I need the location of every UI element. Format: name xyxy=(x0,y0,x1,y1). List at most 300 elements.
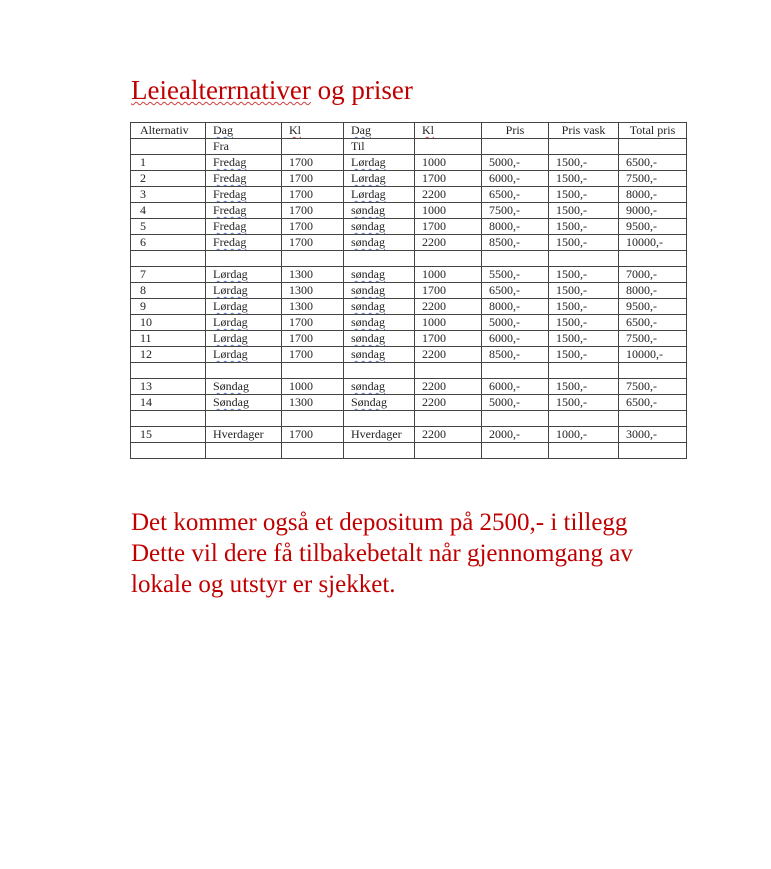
document-title xyxy=(131,74,413,106)
cell-total-price xyxy=(619,443,687,459)
cell-to-time xyxy=(415,235,482,251)
cell-cleaning-price xyxy=(549,139,619,155)
cell-text: 1700 xyxy=(422,331,446,345)
cell-to-day xyxy=(344,315,415,331)
cell-price xyxy=(482,235,549,251)
cell-cleaning-price xyxy=(549,347,619,363)
cell-text: 1000,- xyxy=(556,427,587,441)
cell-cleaning-price xyxy=(549,299,619,315)
document-title-misspelled-word: Leiealterrnativer xyxy=(131,75,311,105)
cell-alternative xyxy=(131,443,206,459)
cell-price xyxy=(482,427,549,443)
cell-text: søndag xyxy=(351,267,385,281)
cell-to-time xyxy=(415,123,482,139)
cell-text: 1500,- xyxy=(556,171,587,185)
cell-text: 8000,- xyxy=(626,187,657,201)
cell-from-time xyxy=(282,219,344,235)
cell-to-day xyxy=(344,395,415,411)
cell-from-time xyxy=(282,171,344,187)
cell-text: 5000,- xyxy=(489,155,520,169)
cell-text: 1700 xyxy=(289,315,313,329)
cell-to-time xyxy=(415,267,482,283)
cell-total-price xyxy=(619,203,687,219)
cell-text: 2200 xyxy=(422,299,446,313)
cell-text: Hverdager xyxy=(351,427,402,441)
cell-from-time xyxy=(282,203,344,219)
deposit-note-line-1: Det kommer også et depositum på 2500,- i tillegg xyxy=(131,509,628,536)
cell-price xyxy=(482,251,549,267)
cell-text: Fredag xyxy=(213,155,247,169)
cell-text: Dag xyxy=(351,123,371,137)
cell-price xyxy=(482,443,549,459)
cell-total-price xyxy=(619,187,687,203)
table-row xyxy=(131,347,687,363)
cell-text: 6500,- xyxy=(489,283,520,297)
cell-to-time xyxy=(415,411,482,427)
cell-alternative xyxy=(131,395,206,411)
cell-to-day xyxy=(344,427,415,443)
cell-from-time xyxy=(282,267,344,283)
cell-text: Fredag xyxy=(213,187,247,201)
cell-text: søndag xyxy=(351,315,385,329)
cell-alternative xyxy=(131,283,206,299)
cell-price xyxy=(482,411,549,427)
cell-text: 2 xyxy=(140,171,146,185)
cell-text: 5000,- xyxy=(489,315,520,329)
cell-total-price xyxy=(619,363,687,379)
cell-text: søndag xyxy=(351,379,385,393)
cell-from-day xyxy=(206,283,282,299)
cell-text: 1700 xyxy=(422,283,446,297)
rental-options-table xyxy=(130,122,687,459)
cell-alternative xyxy=(131,219,206,235)
table-row xyxy=(131,331,687,347)
cell-text: 1 xyxy=(140,155,146,169)
document-title-rest: og priser xyxy=(310,75,413,105)
cell-text: 10000,- xyxy=(626,347,663,361)
cell-text: 1300 xyxy=(289,299,313,313)
cell-price xyxy=(482,331,549,347)
cell-from-day xyxy=(206,187,282,203)
cell-total-price xyxy=(619,283,687,299)
cell-from-time xyxy=(282,299,344,315)
cell-text: Til xyxy=(351,139,365,153)
cell-from-day xyxy=(206,219,282,235)
cell-total-price xyxy=(619,331,687,347)
cell-text: Fredag xyxy=(213,171,247,185)
cell-total-price xyxy=(619,427,687,443)
cell-price xyxy=(482,347,549,363)
cell-to-time xyxy=(415,427,482,443)
cell-text: 1500,- xyxy=(556,347,587,361)
cell-cleaning-price xyxy=(549,171,619,187)
table-row xyxy=(131,235,687,251)
cell-text: 2200 xyxy=(422,235,446,249)
cell-text: 7500,- xyxy=(626,171,657,185)
cell-price xyxy=(482,315,549,331)
cell-price xyxy=(482,187,549,203)
cell-from-day xyxy=(206,139,282,155)
cell-price xyxy=(482,283,549,299)
cell-alternative xyxy=(131,139,206,155)
cell-text: 1000 xyxy=(422,155,446,169)
table-row xyxy=(131,203,687,219)
cell-to-day xyxy=(344,203,415,219)
cell-to-day xyxy=(344,139,415,155)
cell-alternative xyxy=(131,363,206,379)
cell-to-day xyxy=(344,411,415,427)
cell-total-price xyxy=(619,411,687,427)
cell-text: 8500,- xyxy=(489,347,520,361)
table-row xyxy=(131,283,687,299)
table-row xyxy=(131,379,687,395)
cell-from-day xyxy=(206,267,282,283)
cell-from-time xyxy=(282,411,344,427)
cell-to-day xyxy=(344,219,415,235)
cell-text: 8000,- xyxy=(626,283,657,297)
cell-text: 6500,- xyxy=(626,155,657,169)
cell-total-price xyxy=(619,379,687,395)
cell-price xyxy=(482,139,549,155)
cell-text: søndag xyxy=(351,331,385,345)
cell-text: 1500,- xyxy=(556,155,587,169)
cell-text: Lørdag xyxy=(351,155,386,169)
cell-text: 1500,- xyxy=(556,283,587,297)
table-row xyxy=(131,171,687,187)
cell-price xyxy=(482,123,549,139)
cell-alternative xyxy=(131,315,206,331)
cell-text: 10000,- xyxy=(626,235,663,249)
cell-from-time xyxy=(282,235,344,251)
cell-from-day xyxy=(206,235,282,251)
cell-text: søndag xyxy=(351,283,385,297)
cell-total-price xyxy=(619,219,687,235)
cell-text: 1700 xyxy=(289,427,313,441)
table-row xyxy=(131,219,687,235)
cell-text: 9 xyxy=(140,299,146,313)
cell-to-day xyxy=(344,235,415,251)
cell-text: 11 xyxy=(140,331,152,345)
cell-to-day xyxy=(344,443,415,459)
cell-cleaning-price xyxy=(549,235,619,251)
cell-from-time xyxy=(282,251,344,267)
cell-to-time xyxy=(415,299,482,315)
cell-text: 3000,- xyxy=(626,427,657,441)
cell-text: 8000,- xyxy=(489,299,520,313)
cell-total-price xyxy=(619,315,687,331)
cell-text: 1500,- xyxy=(556,203,587,217)
cell-cleaning-price xyxy=(549,267,619,283)
cell-text: 1500,- xyxy=(556,219,587,233)
cell-text: Fra xyxy=(213,139,229,153)
cell-text: Lørdag xyxy=(213,331,248,345)
cell-price xyxy=(482,299,549,315)
cell-cleaning-price xyxy=(549,283,619,299)
cell-text: 1300 xyxy=(289,267,313,281)
cell-cleaning-price xyxy=(549,379,619,395)
cell-to-time xyxy=(415,347,482,363)
cell-to-day xyxy=(344,283,415,299)
cell-text: Søndag xyxy=(213,395,249,409)
cell-cleaning-price xyxy=(549,203,619,219)
cell-to-time xyxy=(415,443,482,459)
cell-text: 1700 xyxy=(422,219,446,233)
cell-cleaning-price xyxy=(549,251,619,267)
cell-text: 13 xyxy=(140,379,152,393)
cell-from-time xyxy=(282,315,344,331)
table-spacer-row xyxy=(131,411,687,427)
cell-from-day xyxy=(206,299,282,315)
cell-cleaning-price xyxy=(549,315,619,331)
cell-text: 1700 xyxy=(289,331,313,345)
cell-to-day xyxy=(344,299,415,315)
cell-to-day xyxy=(344,347,415,363)
cell-from-time xyxy=(282,443,344,459)
cell-from-day xyxy=(206,347,282,363)
table-subheader-row xyxy=(131,139,687,155)
cell-text: Pris vask xyxy=(561,123,606,137)
cell-text: 8 xyxy=(140,283,146,297)
cell-text: 1700 xyxy=(289,219,313,233)
cell-alternative xyxy=(131,171,206,187)
cell-text: søndag xyxy=(351,203,385,217)
cell-total-price xyxy=(619,267,687,283)
cell-text: 1300 xyxy=(289,395,313,409)
cell-text: Søndag xyxy=(213,379,249,393)
cell-text: 2200 xyxy=(422,379,446,393)
cell-text: 6500,- xyxy=(626,395,657,409)
cell-text: 1500,- xyxy=(556,379,587,393)
cell-alternative xyxy=(131,235,206,251)
cell-from-time xyxy=(282,187,344,203)
cell-from-day xyxy=(206,427,282,443)
cell-to-time xyxy=(415,315,482,331)
cell-text: 2200 xyxy=(422,395,446,409)
cell-text: 2200 xyxy=(422,187,446,201)
cell-text: 1700 xyxy=(289,235,313,249)
cell-text: 1700 xyxy=(289,155,313,169)
cell-cleaning-price xyxy=(549,427,619,443)
cell-text: 1500,- xyxy=(556,187,587,201)
cell-cleaning-price xyxy=(549,443,619,459)
cell-to-time xyxy=(415,155,482,171)
cell-text: Hverdager xyxy=(213,427,264,441)
table-row xyxy=(131,267,687,283)
cell-alternative xyxy=(131,155,206,171)
cell-to-day xyxy=(344,155,415,171)
cell-text: Total pris xyxy=(629,123,676,137)
cell-text: Søndag xyxy=(351,395,387,409)
cell-text: 7 xyxy=(140,267,146,281)
cell-from-time xyxy=(282,395,344,411)
cell-text: 1500,- xyxy=(556,315,587,329)
cell-to-time xyxy=(415,379,482,395)
cell-from-day xyxy=(206,155,282,171)
cell-from-day xyxy=(206,123,282,139)
cell-from-day xyxy=(206,363,282,379)
table-row xyxy=(131,155,687,171)
cell-text: 1700 xyxy=(289,203,313,217)
cell-text: 4 xyxy=(140,203,146,217)
cell-from-time xyxy=(282,331,344,347)
cell-from-day xyxy=(206,379,282,395)
cell-to-time xyxy=(415,251,482,267)
table-row xyxy=(131,299,687,315)
cell-text: 9500,- xyxy=(626,219,657,233)
cell-cleaning-price xyxy=(549,219,619,235)
cell-text: 1500,- xyxy=(556,235,587,249)
cell-text: 8000,- xyxy=(489,219,520,233)
cell-text: 6500,- xyxy=(489,187,520,201)
cell-to-time xyxy=(415,187,482,203)
cell-cleaning-price xyxy=(549,331,619,347)
cell-text: søndag xyxy=(351,347,385,361)
cell-text: 5000,- xyxy=(489,395,520,409)
cell-text: søndag xyxy=(351,219,385,233)
cell-to-time xyxy=(415,203,482,219)
cell-alternative xyxy=(131,251,206,267)
cell-text: Pris xyxy=(505,123,525,137)
cell-cleaning-price xyxy=(549,187,619,203)
cell-text: 6500,- xyxy=(626,315,657,329)
cell-to-time xyxy=(415,363,482,379)
cell-total-price xyxy=(619,235,687,251)
cell-cleaning-price xyxy=(549,363,619,379)
cell-from-time xyxy=(282,283,344,299)
cell-text: 1500,- xyxy=(556,267,587,281)
cell-to-day xyxy=(344,123,415,139)
cell-text: 6 xyxy=(140,235,146,249)
table-spacer-row xyxy=(131,363,687,379)
cell-from-time xyxy=(282,379,344,395)
cell-from-day xyxy=(206,331,282,347)
cell-from-time xyxy=(282,155,344,171)
cell-to-day xyxy=(344,251,415,267)
cell-total-price xyxy=(619,251,687,267)
cell-price xyxy=(482,219,549,235)
table-row xyxy=(131,427,687,443)
cell-text: 1500,- xyxy=(556,299,587,313)
cell-alternative xyxy=(131,123,206,139)
cell-to-time xyxy=(415,331,482,347)
cell-price xyxy=(482,203,549,219)
cell-cleaning-price xyxy=(549,155,619,171)
deposit-note-line-2: Dette vil dere få tilbakebetalt når gjennomgang av xyxy=(131,540,633,567)
table-row xyxy=(131,187,687,203)
cell-from-time xyxy=(282,123,344,139)
cell-text: Lørdag xyxy=(351,171,386,185)
cell-alternative xyxy=(131,203,206,219)
cell-to-day xyxy=(344,171,415,187)
table-row xyxy=(131,395,687,411)
cell-text: 1500,- xyxy=(556,331,587,345)
cell-text: Alternativ xyxy=(140,123,189,137)
cell-price xyxy=(482,379,549,395)
cell-alternative xyxy=(131,187,206,203)
cell-to-day xyxy=(344,331,415,347)
cell-from-time xyxy=(282,347,344,363)
cell-text: 3 xyxy=(140,187,146,201)
cell-to-time xyxy=(415,171,482,187)
cell-from-day xyxy=(206,395,282,411)
cell-text: 2200 xyxy=(422,427,446,441)
cell-to-time xyxy=(415,395,482,411)
cell-text: 10 xyxy=(140,315,152,329)
cell-text: 1000 xyxy=(289,379,313,393)
cell-to-time xyxy=(415,283,482,299)
cell-text: 1700 xyxy=(422,171,446,185)
cell-text: 1000 xyxy=(422,315,446,329)
cell-price xyxy=(482,363,549,379)
cell-from-day xyxy=(206,315,282,331)
cell-from-day xyxy=(206,251,282,267)
cell-total-price xyxy=(619,395,687,411)
cell-text: 7500,- xyxy=(489,203,520,217)
cell-alternative xyxy=(131,427,206,443)
cell-text: 6000,- xyxy=(489,331,520,345)
cell-alternative xyxy=(131,299,206,315)
cell-text: Lørdag xyxy=(213,267,248,281)
cell-text: 12 xyxy=(140,347,152,361)
cell-text: søndag xyxy=(351,235,385,249)
cell-text: Lørdag xyxy=(213,315,248,329)
cell-text: 14 xyxy=(140,395,152,409)
cell-text: Fredag xyxy=(213,203,247,217)
cell-from-time xyxy=(282,427,344,443)
cell-from-time xyxy=(282,139,344,155)
cell-alternative xyxy=(131,411,206,427)
cell-text: Lørdag xyxy=(213,299,248,313)
cell-text: Lørdag xyxy=(351,187,386,201)
cell-text: 1700 xyxy=(289,171,313,185)
cell-alternative xyxy=(131,267,206,283)
cell-cleaning-price xyxy=(549,395,619,411)
table-row xyxy=(131,315,687,331)
cell-total-price xyxy=(619,155,687,171)
cell-price xyxy=(482,395,549,411)
cell-text: 5 xyxy=(140,219,146,233)
cell-from-day xyxy=(206,171,282,187)
cell-alternative xyxy=(131,331,206,347)
cell-price xyxy=(482,267,549,283)
cell-alternative xyxy=(131,347,206,363)
table-spacer-row xyxy=(131,443,687,459)
cell-text: Kl xyxy=(289,123,301,137)
deposit-note-line-3: lokale og utstyr er sjekket. xyxy=(131,571,396,598)
cell-text: 1700 xyxy=(289,187,313,201)
cell-text: 8500,- xyxy=(489,235,520,249)
cell-text: Dag xyxy=(213,123,233,137)
cell-text: Fredag xyxy=(213,235,247,249)
deposit-note xyxy=(131,507,751,600)
cell-to-time xyxy=(415,219,482,235)
cell-total-price xyxy=(619,347,687,363)
cell-to-day xyxy=(344,187,415,203)
cell-to-day xyxy=(344,379,415,395)
cell-text: 7000,- xyxy=(626,267,657,281)
cell-text: 7500,- xyxy=(626,331,657,345)
cell-text: 2200 xyxy=(422,347,446,361)
cell-text: 15 xyxy=(140,427,152,441)
cell-text: 1000 xyxy=(422,203,446,217)
cell-alternative xyxy=(131,379,206,395)
cell-to-time xyxy=(415,139,482,155)
cell-from-day xyxy=(206,203,282,219)
cell-text: 6000,- xyxy=(489,379,520,393)
cell-total-price xyxy=(619,123,687,139)
cell-text: 7500,- xyxy=(626,379,657,393)
cell-text: Fredag xyxy=(213,219,247,233)
